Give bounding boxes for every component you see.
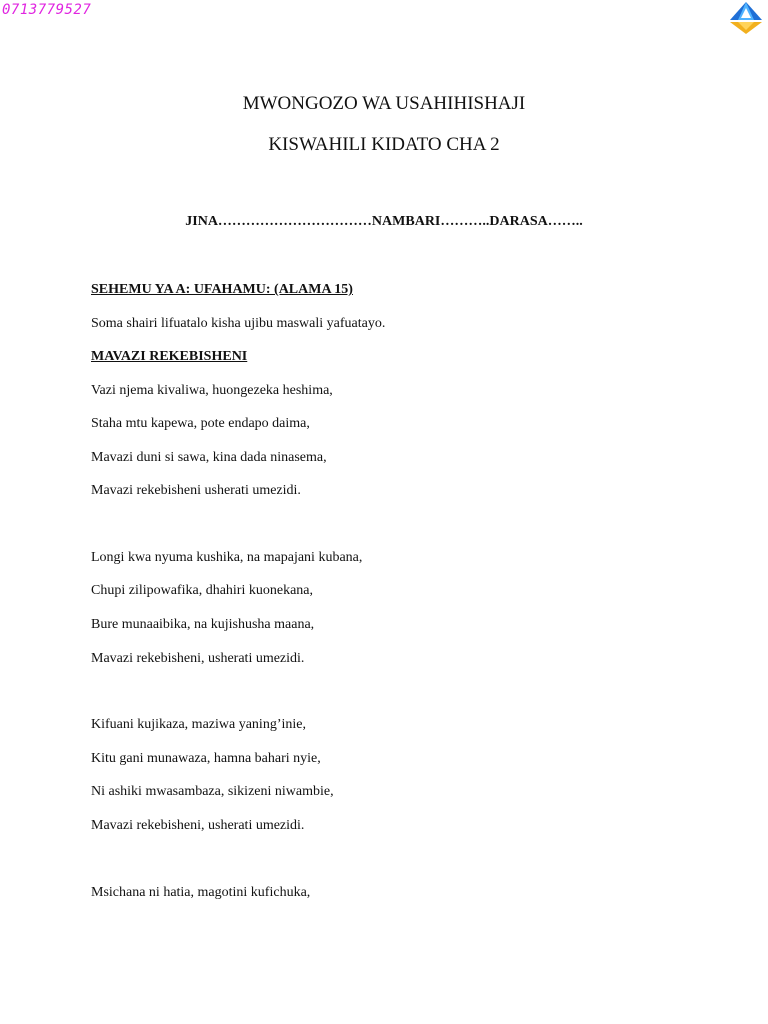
poem-line: Kifuani kujikaza, maziwa yaning’inie, (91, 717, 306, 732)
student-fields-line: JINA……………………………NAMBARI………..DARASA…….. (185, 214, 583, 229)
poem-title: MAVAZI REKEBISHENI (91, 349, 248, 364)
poem-line: Mavazi rekebisheni usherati umezidi. (91, 483, 301, 498)
section-heading: SEHEMU YA A: UFAHAMU: (ALAMA 15) (91, 282, 353, 297)
poem-line: Longi kwa nyuma kushika, na mapajani kubana, (91, 550, 363, 565)
document-subtitle: KISWAHILI KIDATO CHA 2 (268, 134, 500, 155)
document-title: MWONGOZO WA USAHIHISHAJI (242, 93, 526, 114)
poem-line: Mavazi duni si sawa, kina dada ninasema, (91, 450, 327, 465)
instruction-text: Soma shairi lifuatalo kisha ujibu maswali yafuatayo. (91, 316, 386, 331)
poem-line: Mavazi rekebisheni, usherati umezidi. (91, 818, 305, 833)
poem-line: Staha mtu kapewa, pote endapo daima, (91, 416, 310, 431)
diamond-logo-icon (726, 0, 766, 36)
poem-line: Ni ashiki mwasambaza, sikizeni niwambie, (91, 784, 334, 799)
phone-number: 0713779527 (2, 2, 92, 18)
poem-line: Kitu gani munawaza, hamna bahari nyie, (91, 751, 321, 766)
poem-line: Chupi zilipowafika, dhahiri kuonekana, (91, 583, 313, 598)
poem-line: Mavazi rekebisheni, usherati umezidi. (91, 651, 305, 666)
poem-line: Vazi njema kivaliwa, huongezeka heshima, (91, 383, 333, 398)
poem-line: Msichana ni hatia, magotini kufichuka, (91, 885, 311, 900)
poem-line: Bure munaaibika, na kujishusha maana, (91, 617, 315, 632)
